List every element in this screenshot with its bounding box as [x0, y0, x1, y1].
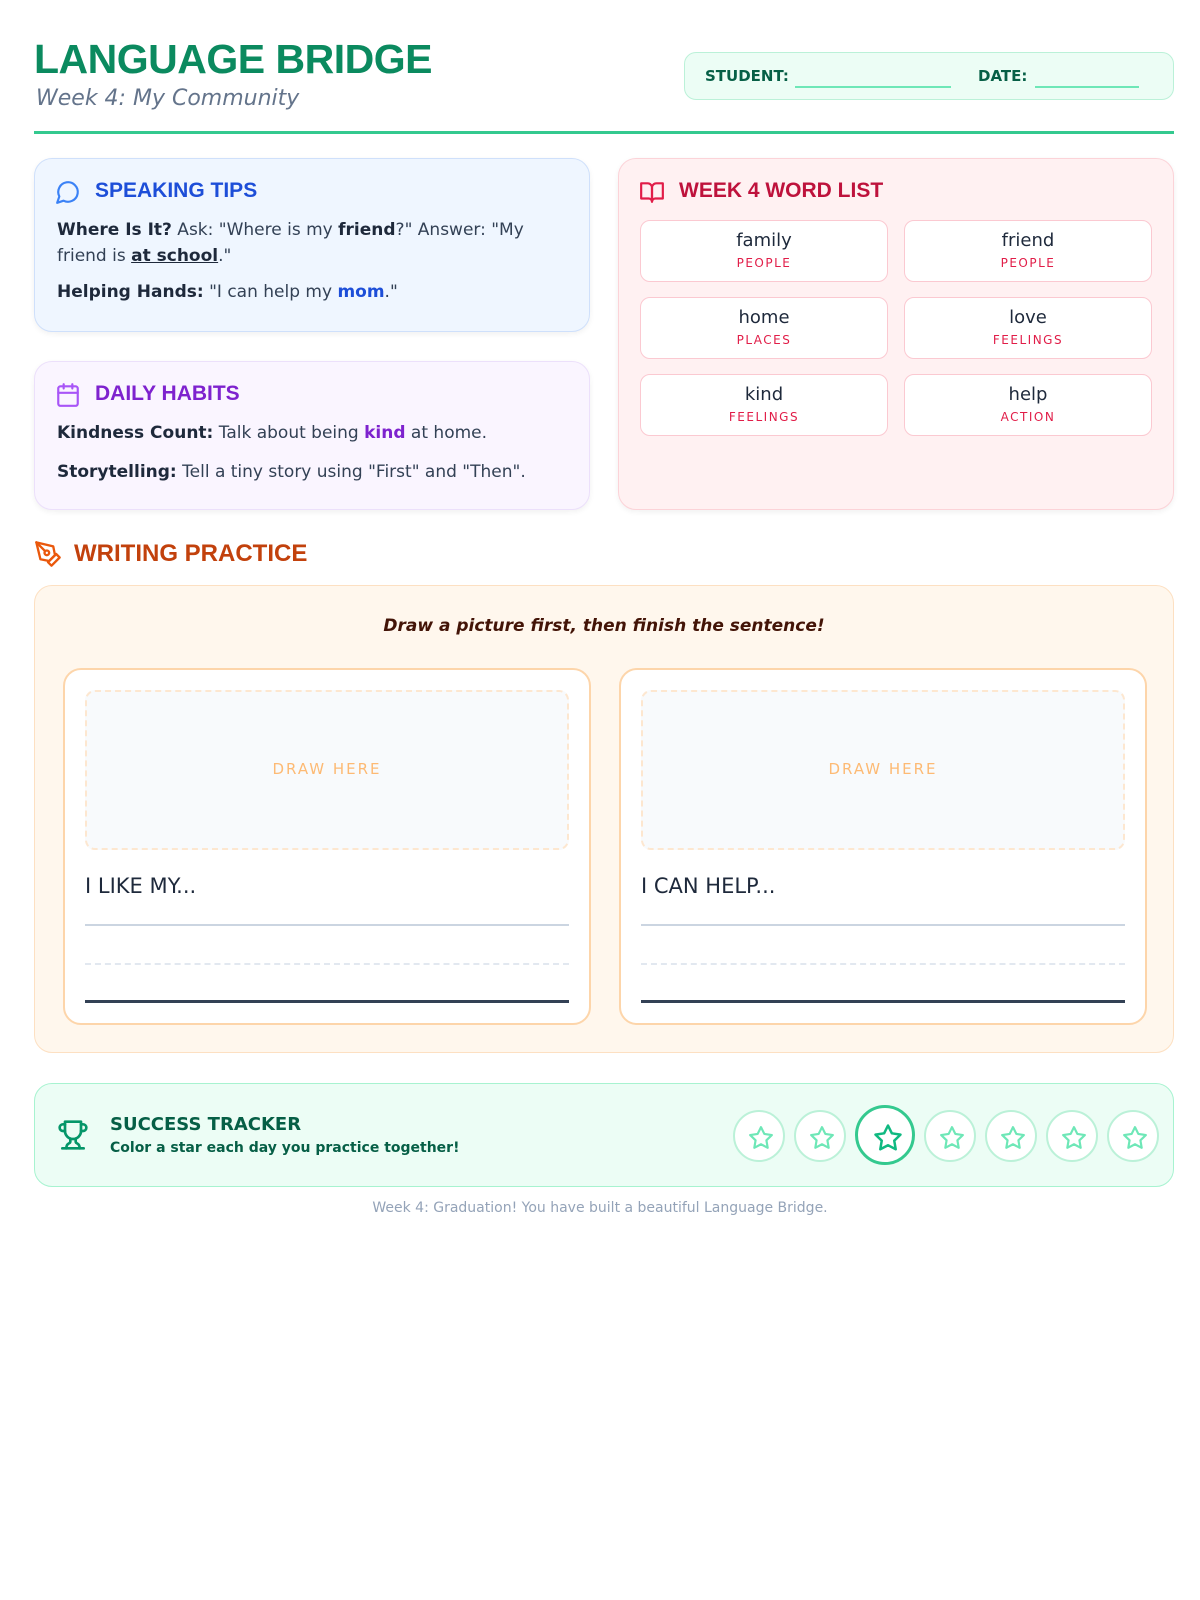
star-icon: [1122, 1125, 1148, 1151]
page-header: [34, 36, 1174, 134]
drawing-area[interactable]: [641, 690, 1125, 850]
speaking-tips-title: SPEAKING TIPS: [95, 179, 258, 202]
word-chip: family PEOPLE: [640, 220, 888, 282]
draw-here-label: DRAW HERE: [272, 760, 382, 778]
student-name-line[interactable]: [795, 86, 951, 88]
star-icon: [809, 1125, 835, 1151]
star-day-5[interactable]: [985, 1110, 1037, 1162]
star-day-6[interactable]: [1046, 1110, 1098, 1162]
star-day-2[interactable]: [794, 1110, 846, 1162]
word-list-title: WEEK 4 WORD LIST: [679, 179, 884, 202]
drawing-area[interactable]: [85, 690, 569, 850]
writing-line-top[interactable]: [85, 924, 569, 926]
star-day-7[interactable]: [1107, 1110, 1159, 1162]
writing-panel-help: [619, 668, 1147, 1025]
draw-here-label: DRAW HERE: [828, 760, 938, 778]
success-tracker: [34, 1083, 1174, 1187]
date-label: DATE:: [978, 67, 1028, 85]
tracker-subtitle: Color a star each day you practice together!: [110, 1140, 460, 1156]
star-day-4[interactable]: [924, 1110, 976, 1162]
page-subtitle: Week 4: My Community: [36, 86, 300, 111]
speaking-tips-card: [34, 158, 590, 332]
writing-line-top[interactable]: [641, 924, 1125, 926]
writing-panel-like: [63, 668, 591, 1025]
writing-line-mid: [641, 963, 1125, 965]
star-day-3[interactable]: [855, 1105, 915, 1165]
tracker-title: SUCCESS TRACKER: [110, 1114, 302, 1135]
star-icon: [939, 1125, 965, 1151]
star-icon: [748, 1125, 774, 1151]
habit-storytelling: Storytelling: Tell a tiny story using "First" and "Then".: [57, 462, 526, 482]
star-day-1[interactable]: [733, 1110, 785, 1162]
writing-practice-title: WRITING PRACTICE: [74, 540, 308, 567]
writing-practice-section: [34, 585, 1174, 1053]
sentence-prompt: I CAN HELP...: [641, 874, 776, 898]
date-line[interactable]: [1035, 86, 1139, 88]
habit-kindness: Kindness Count: Talk about being kind at home.: [57, 423, 488, 443]
speaking-tip-helping: Helping Hands: "I can help my mom.": [57, 282, 398, 302]
trophy-icon: [57, 1118, 89, 1152]
word-chip: help ACTION: [904, 374, 1152, 436]
word-chip: kind FEELINGS: [640, 374, 888, 436]
word-chip: friend PEOPLE: [904, 220, 1152, 282]
writing-line-base[interactable]: [85, 1000, 569, 1003]
student-label: STUDENT:: [705, 67, 789, 85]
writing-line-base[interactable]: [641, 1000, 1125, 1003]
open-book-icon: [639, 179, 665, 205]
speaking-tip-where: Where Is It? Ask: "Where is my friend?" Answer: "My friend is at school.": [57, 220, 524, 266]
star-icon: [1061, 1125, 1087, 1151]
writing-line-mid: [85, 963, 569, 965]
writing-instruction: Draw a picture first, then finish the sentence!: [383, 616, 825, 636]
sentence-prompt: I LIKE MY...: [85, 874, 197, 898]
speech-bubble-icon: [55, 179, 81, 205]
calendar-icon: [55, 382, 81, 408]
pen-tool-icon: [34, 540, 62, 568]
daily-habits-title: DAILY HABITS: [95, 382, 240, 405]
student-info-box: [684, 52, 1174, 100]
daily-habits-card: [34, 361, 590, 510]
page-footer: Week 4: Graduation! You have built a beautiful Language Bridge.: [372, 1200, 828, 1216]
word-list-card: [618, 158, 1174, 510]
page-title: LANGUAGE BRIDGE: [34, 36, 432, 82]
word-chip: home PLACES: [640, 297, 888, 359]
star-icon: [873, 1123, 903, 1153]
star-icon: [1000, 1125, 1026, 1151]
word-chip: love FEELINGS: [904, 297, 1152, 359]
